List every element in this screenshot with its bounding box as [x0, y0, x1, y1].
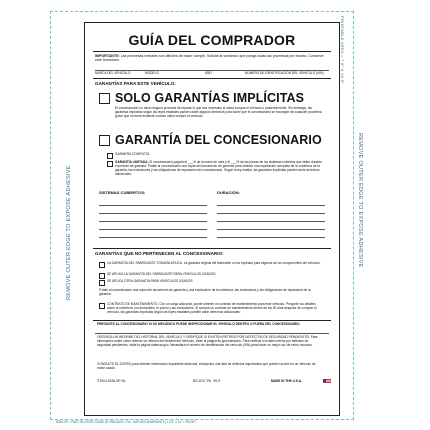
important-notice: [95, 54, 327, 63]
duration-line[interactable]: [217, 221, 325, 222]
manufacturer-warranty-text: LA GARANTÍA DEL FABRICANTE TODAVÍA APLICA. La garantía original del fabricante no ha expirado para algunos de los componentes del vehículo.: [107, 261, 321, 265]
bottom-divider: [95, 333, 329, 334]
implied-text: El concesionario no hace ninguna promesa de reparar lo que sea necesario si usted compra el vehículo o posteriormente. Sin embargo, las garantías implícitas según las leyes estatales pueden darle algunos derechos para hacer que el concesionario se encargue de cualquier problema grave que no fuera evidente cuando usted compró el vehículo.: [115, 106, 322, 118]
systems-line[interactable]: [99, 229, 207, 230]
limited-warranty-label: GARANTÍA LIMITADA.: [115, 160, 149, 164]
duration-label: DURACIÓN:: [217, 190, 240, 195]
field-vin: NÚMERO DE IDENTIFICACIÓN DEL VEHÍCULO (VIN): [245, 71, 324, 75]
duration-line[interactable]: [217, 213, 325, 214]
printable-area-note: PRINTABLE AREA = 7.5" X 10.5": [340, 16, 345, 84]
used-manufacturer-checkbox[interactable]: [99, 273, 105, 279]
warranty-rule: [93, 78, 331, 79]
important-text: Las promesas verbales son difíciles de hacer cumplir. Solicite al vendedor que ponga todas las promesas por escrito. Conserve este formulario.: [95, 54, 324, 63]
contract-note: CONSULTE EL DORSO para obtener información importante adicional, incluyendo una lista de defectos importantes que pueden ocurrir en un vehículo de motor usado.: [97, 362, 316, 370]
buyers-guide-form: [84, 22, 340, 416]
limited-warranty-text: [115, 161, 323, 177]
inspect-note: PREGUNTE AL CONCESIONARIO SI SU MECÁNICO PUEDE INSPECCIONAR EL VEHÍCULO DENTRO O FUERA DEL CONCESIONARIO.: [97, 322, 301, 326]
full-warranty-label: GARANTÍA COMPLETA.: [115, 152, 151, 156]
duration-line[interactable]: [217, 205, 325, 206]
field-year: AÑO: [205, 71, 212, 75]
warranties-label: GARANTÍAS PARA ESTE VEHÍCULO:: [95, 81, 176, 86]
limited-warranty-body: El concesionario pagará el ___% de la mano de obra y el ___% de las piezas de los sistemas cubiertos que fallen durante el periodo de garantía. Pídale al concesionario una copia del documento de garantía para obtener una explicación completa de la cobertura de la garantía, las exclusiones y las obligaciones de reparación del concesionario. Según la ley estatal, las garantías implícitas pueden darle derechos adicionales.: [115, 160, 322, 176]
duration-line[interactable]: [217, 237, 325, 238]
service-contract-text: CONTRATO DE MANTENIMIENTO. Con un cargo adicional, puede obtener un contrato de mantenimiento para este vehículo. Pregunte los detalles sobre la cobertura, los deducibles, el precio y las exclusiones. Si compra un contrato de mantenimiento dentro de los 90 días después de comprar el vehículo, las garantías implícitas según las leyes estatales pueden darle derechos adicionales.: [107, 302, 317, 314]
form-number: BG-2017-PA · 99-S: [193, 379, 221, 383]
implied-checkbox[interactable]: [99, 93, 110, 104]
nondealer-note: Pídale al concesionario una copia del documento de garantía y una explicación de la cobertura, las exclusiones y las obligaciones de reparación de la garantía.: [99, 288, 311, 296]
bottom-rule: [93, 320, 331, 321]
made-in-usa: MADE IN THE U.S.A.: [271, 379, 302, 383]
item-number: ITEM # 8254-SP-NL: [97, 379, 126, 383]
implied-heading: SOLO GARANTÍAS IMPLÍCITAS: [115, 91, 305, 105]
history-note: OBTENGA UN INFORME DEL HISTORIAL DEL VEHÍCULO Y VERIFIQUE SI EXISTEN RETIROS POR DEFECTOS DE SEGURIDAD PENDIENTES. Para información sobre cómo obtener un informe del historial del Vehículo, visite la página ftc.gov/usedcars. Para verificar si existen retiros por defectos de seguridad pendientes, visite la página safercar.gov. Necesitará el número de identificación del vehículo (VIN) para hacer un mejor uso de estos recursos.: [97, 335, 318, 347]
used-manufacturer-text: SE APLICA LA GARANTÍA DEL FABRICANTE PARA VEHÍCULOS USADOS.: [107, 272, 217, 276]
field-model: MODELO: [145, 71, 159, 75]
other-used-warranty-checkbox[interactable]: [99, 280, 105, 286]
limited-warranty-checkbox[interactable]: [107, 161, 113, 167]
title-rule: [93, 51, 331, 52]
systems-line[interactable]: [99, 205, 207, 206]
nondealer-rule: [93, 248, 331, 249]
left-edge-text: REMOVE OUTER EDGE TO EXPOSE ADHESIVE: [66, 165, 72, 300]
dealer-checkbox[interactable]: [99, 135, 110, 146]
us-flag-icon: [323, 379, 331, 384]
important-label: IMPORTANTE:: [95, 54, 120, 58]
service-contract-checkbox[interactable]: [99, 303, 105, 309]
duration-line[interactable]: [217, 229, 325, 230]
systems-label: SISTEMAS CUBIERTOS:: [99, 190, 146, 195]
systems-line[interactable]: [99, 237, 207, 238]
field-make: MARCA DEL VEHÍCULO: [95, 71, 131, 75]
page-title: GUÍA DEL COMPRADOR: [128, 32, 296, 48]
systems-line[interactable]: [99, 221, 207, 222]
manufacturer-warranty-checkbox[interactable]: [99, 262, 105, 268]
footer-text: 8254-SP • PART BUYERS GUIDE (FORM #2017-PA - IMPLIED WARRANTY) • 8.5" x 11" • FRONT: [56, 420, 197, 424]
nondealer-heading: GARANTÍAS QUE NO PERTENECEN AL CONCESIONARIO:: [95, 251, 224, 256]
other-used-warranty-text: SE APLICA OTRA GARANTÍA PARA VEHÍCULOS USADOS.: [107, 279, 194, 283]
systems-line[interactable]: [99, 213, 207, 214]
dealer-heading: GARANTÍA DEL CONCESIONARIO: [115, 133, 322, 147]
right-edge-text: REMOVE OUTER EDGE TO EXPOSE ADHESIVE: [357, 133, 363, 268]
full-warranty-checkbox[interactable]: [107, 153, 113, 159]
